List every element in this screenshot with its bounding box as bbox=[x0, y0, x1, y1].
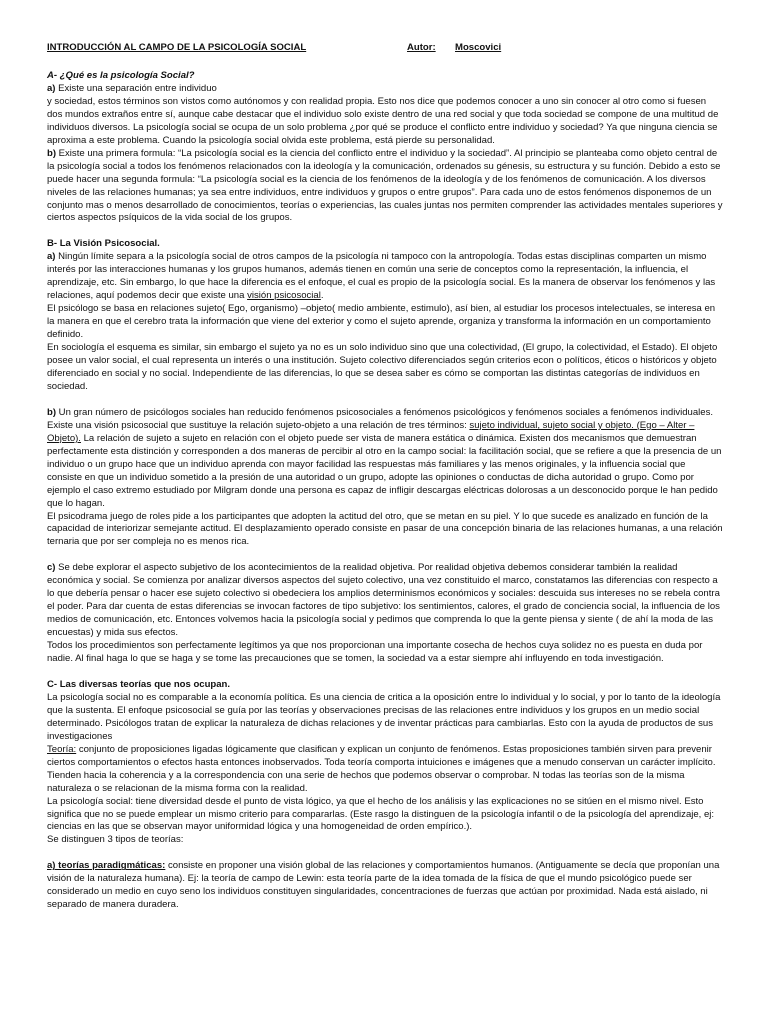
section-c-title: C- Las diversas teorías que nos ocupan. bbox=[47, 678, 231, 690]
section-b-paragraph-b bbox=[47, 407, 723, 549]
paragraph-text: Existe una separación entre individuo y sociedad, estos términos son vistos como autónomos y con realidad propia. Esto nos dice que podemos conocer a uno sin conocer al otro como si fuesen dos mundos extraños entre sí, aunque cabe destacar que el individuo solo existe dentro de una red social y que toda sociedad se compone de una multitud de individuos diversos. La psicología social se ocupa de un solo problema ¿por qué se produce el conflicto entre individuo y sociedad? Ya que ninguna ciencia se aproxima a este problema. Cuando la psicología social olvida este problema, está pierde su personalidad. bbox=[47, 82, 719, 146]
document-page bbox=[47, 42, 723, 912]
underlined-term: sujeto individual, sujeto social y objeto. (Ego – Alter – Objeto). bbox=[47, 419, 695, 444]
section-c-intro: La psicología social no es comparable a la economía política. Es una ciencia de critica a la oposición entre lo individual y lo social, y por lo tanto de la ideología que la sustenta. El enfoque psicosocial se guía por las teorías y observaciones precisas de las relaciones entre individuos y los grupos en un medio social determinado. Psicólogos tratan de explicar la naturaleza de dichas relaciones y de inventar prácticas para cambiarlas. Esto con la ayuda de productos de sus investigaciones bbox=[47, 691, 721, 742]
paragraph-text: La relación de sujeto a sujeto en relación con el objeto puede ser vista de manera estática o dinámica. Existen dos mecanismos que demuestran perfectamente esta distinción y corresponden a dos maneras de percibir al otro en la campo social: la facilitación social, que se refiere a que la presencia de un individuo o un grupo hace que un individuo aprenda con mayor facilidad las respuestas más familiares y las menos originales, y la influencia social que consiste en que un individuo sometido a la presión de una autoridad o un grupo, adopte las opiniones o conductas de dicha autoridad o grupo. Como por ejemplo el caso extremo estudiado por Milgram donde una persona es capaz de infligir descargas eléctricas dolorosas a un desconocido porque le han pedido que lo hagan. El psicodrama juego de roles pide a los participantes que adopten la actitud del otro, que se metan en su piel. Y lo que sucede es analizado en función de la capacidad de interiorizar semejante actitud. El desplazamiento operado consiste en pasar de una concepción binaria de las relaciones humanas, a una relación ternaria que por ser compleja no es menos rica. bbox=[47, 432, 723, 548]
document-header bbox=[47, 42, 723, 56]
paragraph-label: b) bbox=[47, 406, 57, 418]
section-c-paragraph-a bbox=[47, 860, 723, 912]
paragraph-text: . El psicólogo se basa en relaciones sujeto( Ego, organismo) –objeto( medio ambiente, estimulo), así bien, al estudiar los procesos intelectuales, se interesa en la manera en que el cerebro trata la información que viene del exterior y como el sujeto aprende, organiza y transforma la información en un comportamiento definido. En sociología el esquema es similar, sin embargo el sujeto ya no es un solo individuo sino que una colectividad, (El grupo, la colectividad, el Estado). El objeto posee un valor social, el cual representa un interés o una institución. Sujeto colectivo diferenciados según criterios econ o políticos, éticos o históricos y objeto diferenciado en social y no social. Independiente de las diferencias, lo que se desea saber es cómo se comportan las distintas categorías de individuos en sociedad. bbox=[47, 290, 718, 392]
paragraph-label: a) bbox=[47, 82, 56, 94]
section-a-paragraph-b bbox=[47, 148, 723, 226]
section-a-title bbox=[47, 70, 723, 83]
section-b-paragraph-c bbox=[47, 562, 723, 666]
section-b-title: B- La Visión Psicosocial. bbox=[47, 238, 160, 250]
spacer bbox=[47, 394, 723, 407]
paragraph-label: b) bbox=[47, 147, 57, 159]
paragraph-text: Se debe explorar el aspecto subjetivo de los acontecimientos de la realidad objetiva. Por realidad objetiva debemos considerar también la realidad económica y social. Se comienza por analizar diversos aspectos del sujeto colectivo, una vez constituido el marco, constatamos las diferencias con respecto a lo que debería pensar o hacer ese sujeto colectivo si obedeciera los amplios determinismos económicos y sociales: descuida sus intereses no se rebela contra el poder. Para dar cuenta de estas diferencias se invocan factores de tipo subjetivo: los sentimientos, calores, el grado de conciencia social, la influencia de los medios de comunicación, etc. Entonces volvemos hacia la psicología social y pedimos que comprenda lo que la gente piensa y siente ( de ahí la moda de las encuestas) y mida sus efectos. Todos los procedimientos son perfectamente legítimos ya que nos proporcionan una importante cosecha de hechos cuya solidez no es puesta en duda por nadie. Al final haga lo que se haga y se tome las precauciones que se tomen, la sociedad va a estar siempre ahí influyendo en toda investigación. bbox=[47, 562, 720, 665]
paragraph-label: a) teorías paradigmáticas: bbox=[47, 860, 166, 872]
section-b-paragraph-a bbox=[47, 251, 723, 393]
section-a-paragraph-a bbox=[47, 83, 723, 148]
author-label: Autor: bbox=[407, 42, 436, 53]
paragraph-label: c) bbox=[47, 562, 56, 574]
paragraph-label: a) bbox=[47, 251, 56, 263]
spacer bbox=[47, 666, 723, 679]
document-title: INTRODUCCIÓN AL CAMPO DE LA PSICOLOGÍA SOCIAL bbox=[47, 42, 307, 53]
section-c-theory bbox=[47, 744, 723, 848]
author-name: Moscovici bbox=[455, 42, 502, 53]
section-a-heading: A- ¿Qué es la psicología Social? bbox=[47, 70, 195, 81]
spacer bbox=[47, 549, 723, 562]
paragraph-text: Existe una primera formula: “La psicología social es la ciencia del conflicto entre el individuo y la sociedad”. Al principio se planteaba como objeto central de la psicología social a todos los fenómenos relacionados con la ideología y la comunicación, ordenados su génesis, su estructura y su función. Debido a esto se puede hacer una segunda formula: “La psicología social es la ciencia de los fenómenos de la ideología y de los fenómenos de comunicación. A los diversos niveles de las relaciones humanas; ya sea entre individuos, entre individuos y grupos o entre grupos”. Para cada uno de estos fenómenos disponemos de un conjunto mas o menos desarrollado de conocimientos, teorías o experiencias, las cuales juntas nos permiten comprender las actividades mentales superiores y ciertos aspectos psíquicos de la vida social de los grupos. bbox=[47, 147, 723, 224]
theory-label: Teoría: bbox=[47, 743, 77, 755]
paragraph-text: conjunto de proposiciones ligadas lógicamente que clasifican y explican un conjunto de fenómenos. Estas proposiciones también sirven para prevenir ciertos comportamientos o efectos hasta entonces inobservados. Toda teoría comporta intuiciones e imágenes que a menudo conservan un carácter implícito. Tienden hacia la coherencia y a la correspondencia con una serie de hechos que podemos observar o comprobar. N todas las teorías son de la misma naturaleza o se relacionan de la misma forma con la realidad. La psicología social: tiene diversidad desde el punto de vista lógico, ya que el hecho de los análisis y las explicaciones no se sitúen en el mismo nivel. Esto significa que no se puede emplear un mismo criterio para compararlas. (Este rasgo la distinguen de la psicología infantil o de la psicología del aprendizaje, ej: ciencias en las que se observan mayor uniformidad lógica y una homogeneidad de orden empírico.). Se distinguen 3 tipos de teorías: bbox=[47, 743, 716, 846]
paragraph-text: Ningún límite separa a la psicología social de otros campos de la psicología ni tampoco con la antropología. Todas estas disciplinas comparten un mismo interés por las interacciones humanas y los grupos humanos, además tienen en común una serie de conceptos como la representación, la influencia, el aprendizaje, etc. Sin embargo, lo que hace la diferencia es el enfoque, el cual es propio de la psicología social. Es la manera de observar los fenómenos y las relaciones, aquí podemos decir que existe una bbox=[47, 251, 716, 302]
paragraph-text: Un gran número de psicólogos sociales han reducido fenómenos psicosociales a fenómenos psicológicos y fenómenos sociales a fenómenos individuales. Existe una visión psicosocial que sustituye la relación sujeto-objeto a una relación de tres términos: bbox=[47, 406, 714, 431]
spacer bbox=[47, 225, 723, 238]
section-a bbox=[47, 70, 723, 225]
section-c bbox=[47, 679, 723, 912]
section-b bbox=[47, 238, 723, 666]
underlined-term: visión psicosocial bbox=[247, 290, 321, 302]
paragraph-text: consiste en proponer una visión global de las relaciones y comportamientos humanos. (Antiguamente se decía que proponían una visión de la naturaleza humana). Ej: la teoría de campo de Lewin: esta teoría parte de la idea tomada de la física de que el mundo psicológico puede ser considerado un medio en cuyo seno los individuos constituyen singularidades, concentraciones de fuerzas que actúan por proximidad. Nada está aislado, ni separado de manera duradera. bbox=[47, 860, 720, 911]
spacer bbox=[47, 847, 723, 860]
